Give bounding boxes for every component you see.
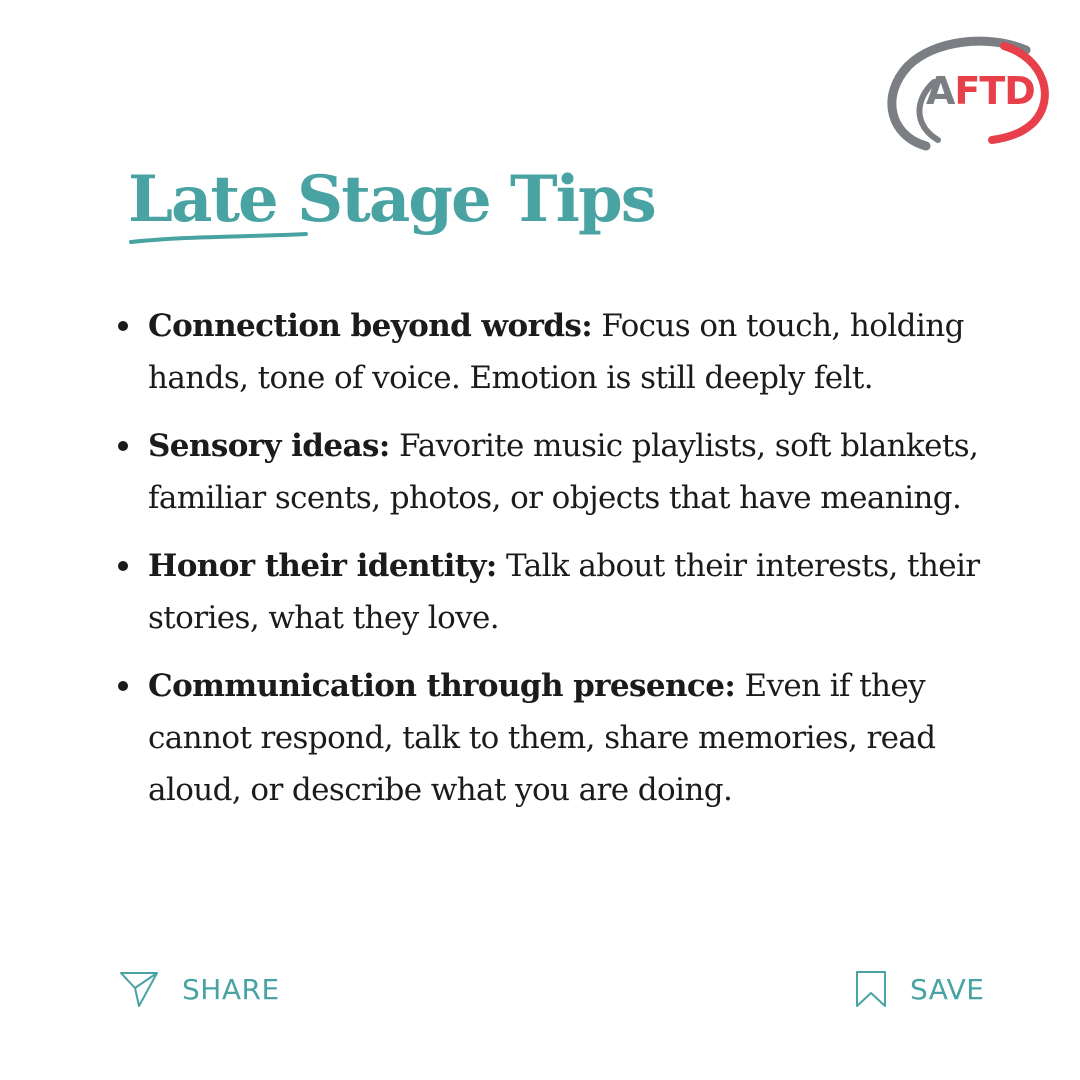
tips-list bbox=[148, 300, 998, 832]
save-label: SAVE bbox=[910, 972, 985, 1006]
tip-body: Talk about their interests, their stories, what they love. bbox=[148, 548, 980, 636]
share-label: SHARE bbox=[182, 972, 280, 1006]
save-button[interactable] bbox=[854, 966, 985, 1012]
logo-letter-a: A bbox=[926, 69, 955, 113]
tip-heading: Connection beyond words: bbox=[148, 308, 593, 344]
tip-heading: Communication through presence: bbox=[148, 668, 736, 704]
tip-item-presence bbox=[148, 660, 998, 816]
paper-plane-icon bbox=[118, 969, 160, 1009]
tip-body: Even if they cannot respond, talk to them, share memories, read aloud, or describe what you are doing. bbox=[148, 668, 936, 808]
logo-wordmark bbox=[926, 68, 1035, 114]
share-button[interactable] bbox=[118, 966, 280, 1012]
tip-body: Focus on touch, holding hands, tone of voice. Emotion is still deeply felt. bbox=[148, 308, 964, 396]
tip-heading: Honor their identity: bbox=[148, 548, 497, 584]
tip-body: Favorite music playlists, soft blankets, familiar scents, photos, or objects that have meaning. bbox=[148, 428, 979, 516]
tip-item-connection bbox=[148, 300, 998, 404]
tip-item-identity bbox=[148, 540, 998, 644]
title-underline-decoration bbox=[128, 228, 318, 252]
page-title: Late Stage Tips bbox=[128, 162, 655, 237]
tip-heading: Sensory ideas: bbox=[148, 428, 390, 464]
bookmark-icon bbox=[854, 969, 888, 1009]
logo-letters-ftd: FTD bbox=[954, 69, 1035, 113]
tip-item-sensory bbox=[148, 420, 998, 524]
